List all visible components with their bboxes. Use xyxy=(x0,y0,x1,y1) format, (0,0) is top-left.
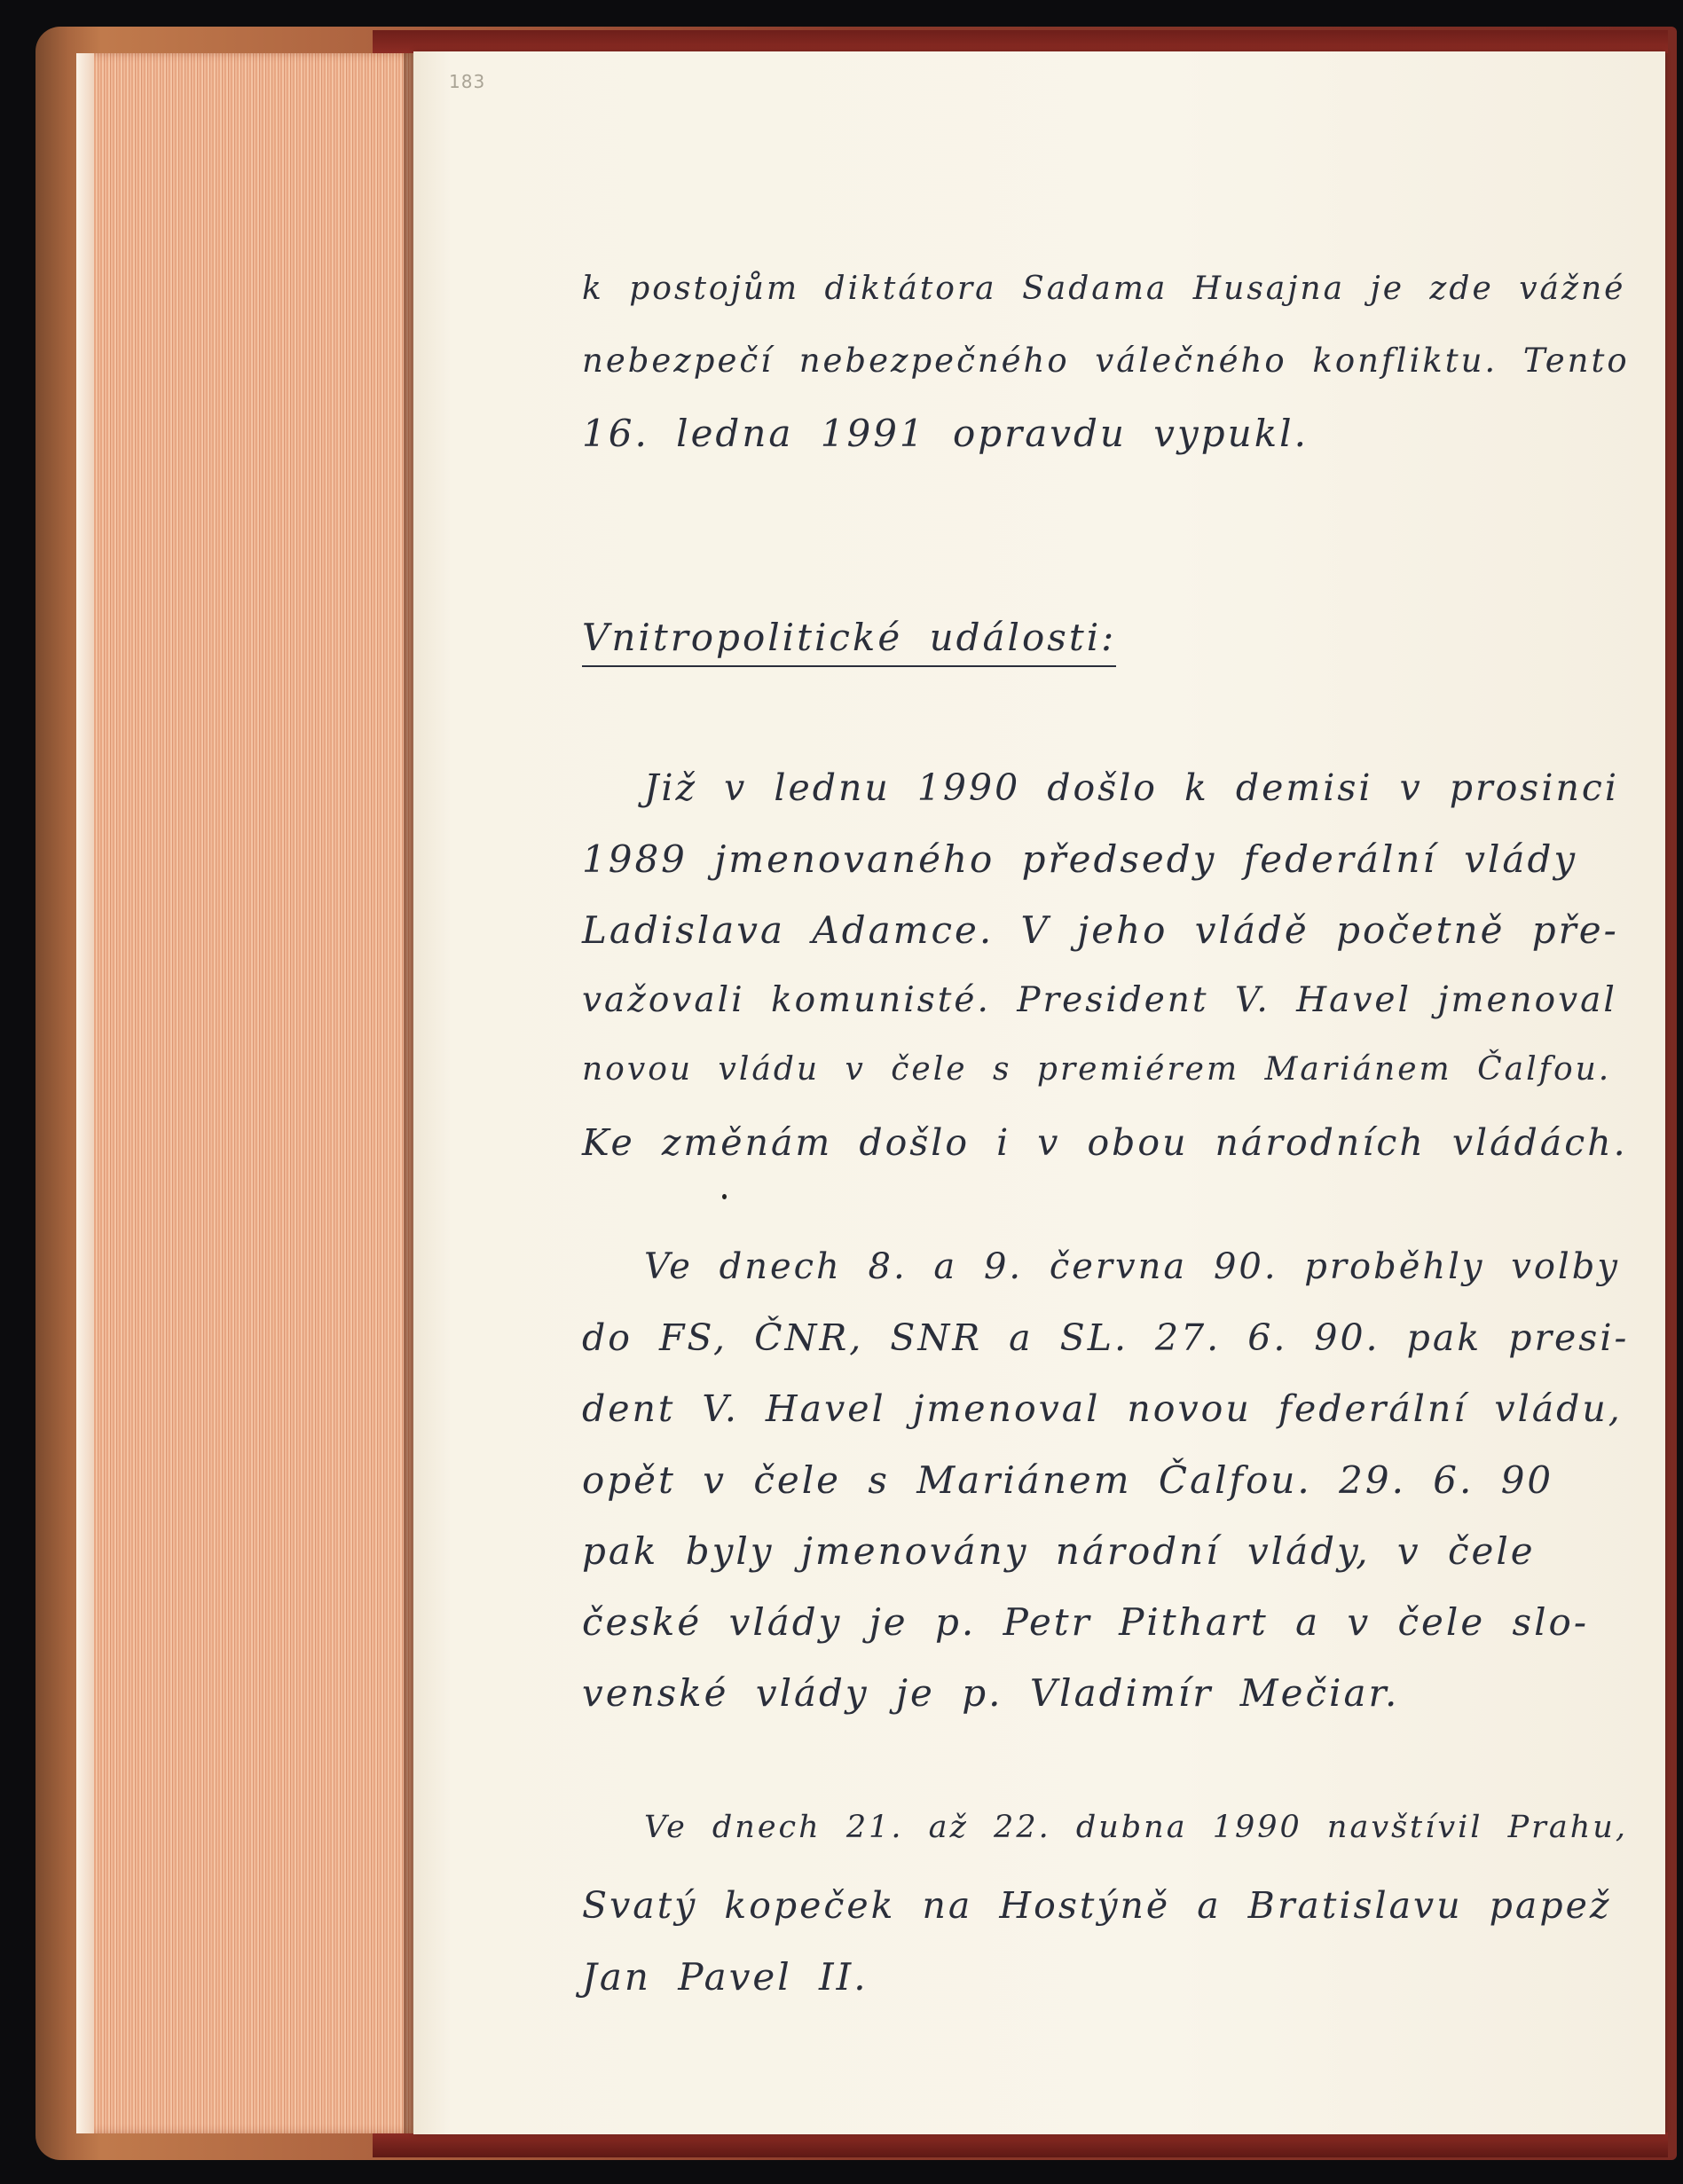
intro-line-1: k postojům diktátora Sadama Husajna je zde vážné xyxy=(582,271,1626,307)
ink-dot xyxy=(722,1194,727,1199)
intro-line-2: nebezpečí nebezpečného válečného konfliktu. Tento xyxy=(582,342,1630,380)
paragraph-1-line-6: Ke změnám došlo i v obou národních vládách. xyxy=(582,1121,1628,1164)
intro-line-3: 16. ledna 1991 opravdu vypukl. xyxy=(582,412,1309,455)
paragraph-2-line-5: pak byly jmenovány národní vlády, v čele xyxy=(582,1529,1536,1573)
paragraph-2-line-3: dent V. Havel jmenoval novou federální vládu, xyxy=(582,1387,1623,1430)
paragraph-2-line-2: do FS, ČNR, SNR a SL. 27. 6. 90. pak presi- xyxy=(582,1316,1630,1359)
paragraph-1-line-1: Již v lednu 1990 došlo k demisi v prosinci xyxy=(644,766,1619,809)
chronicle-page xyxy=(413,51,1665,2134)
paragraph-2-line-4: opět v čele s Mariánem Čalfou. 29. 6. 90 xyxy=(582,1458,1554,1502)
paragraph-1-line-2: 1989 jmenovaného předsedy federální vlády xyxy=(582,837,1578,881)
paragraph-3-line-2: Svatý kopeček na Hostýně a Bratislavu papež xyxy=(582,1884,1612,1927)
paragraph-1-line-3: Ladislava Adamce. V jeho vládě početně pře- xyxy=(582,908,1619,952)
paragraph-1-line-5: novou vládu v čele s premiérem Mariánem Čalfou. xyxy=(582,1051,1612,1088)
paragraph-1-line-4: važovali komunisté. President V. Havel jmenoval xyxy=(582,980,1617,1020)
stacked-page-edges xyxy=(76,53,417,2133)
paragraph-2-line-6: české vlády je p. Petr Pithart a v čele slo- xyxy=(582,1600,1590,1644)
section-heading: Vnitropolitické události: xyxy=(582,619,1116,667)
paragraph-3-line-1: Ve dnech 21. až 22. dubna 1990 navštívil Prahu, xyxy=(644,1810,1628,1845)
paragraph-3-line-3: Jan Pavel II. xyxy=(582,1955,869,1999)
paragraph-2-line-1: Ve dnech 8. a 9. června 90. proběhly volby xyxy=(644,1246,1620,1287)
paragraph-2-line-7: venské vlády je p. Vladimír Mečiar. xyxy=(582,1671,1400,1715)
page-number: 183 xyxy=(449,71,486,92)
book-cover-top-edge xyxy=(373,30,1668,53)
book-cover-bottom-edge xyxy=(373,2133,1668,2157)
